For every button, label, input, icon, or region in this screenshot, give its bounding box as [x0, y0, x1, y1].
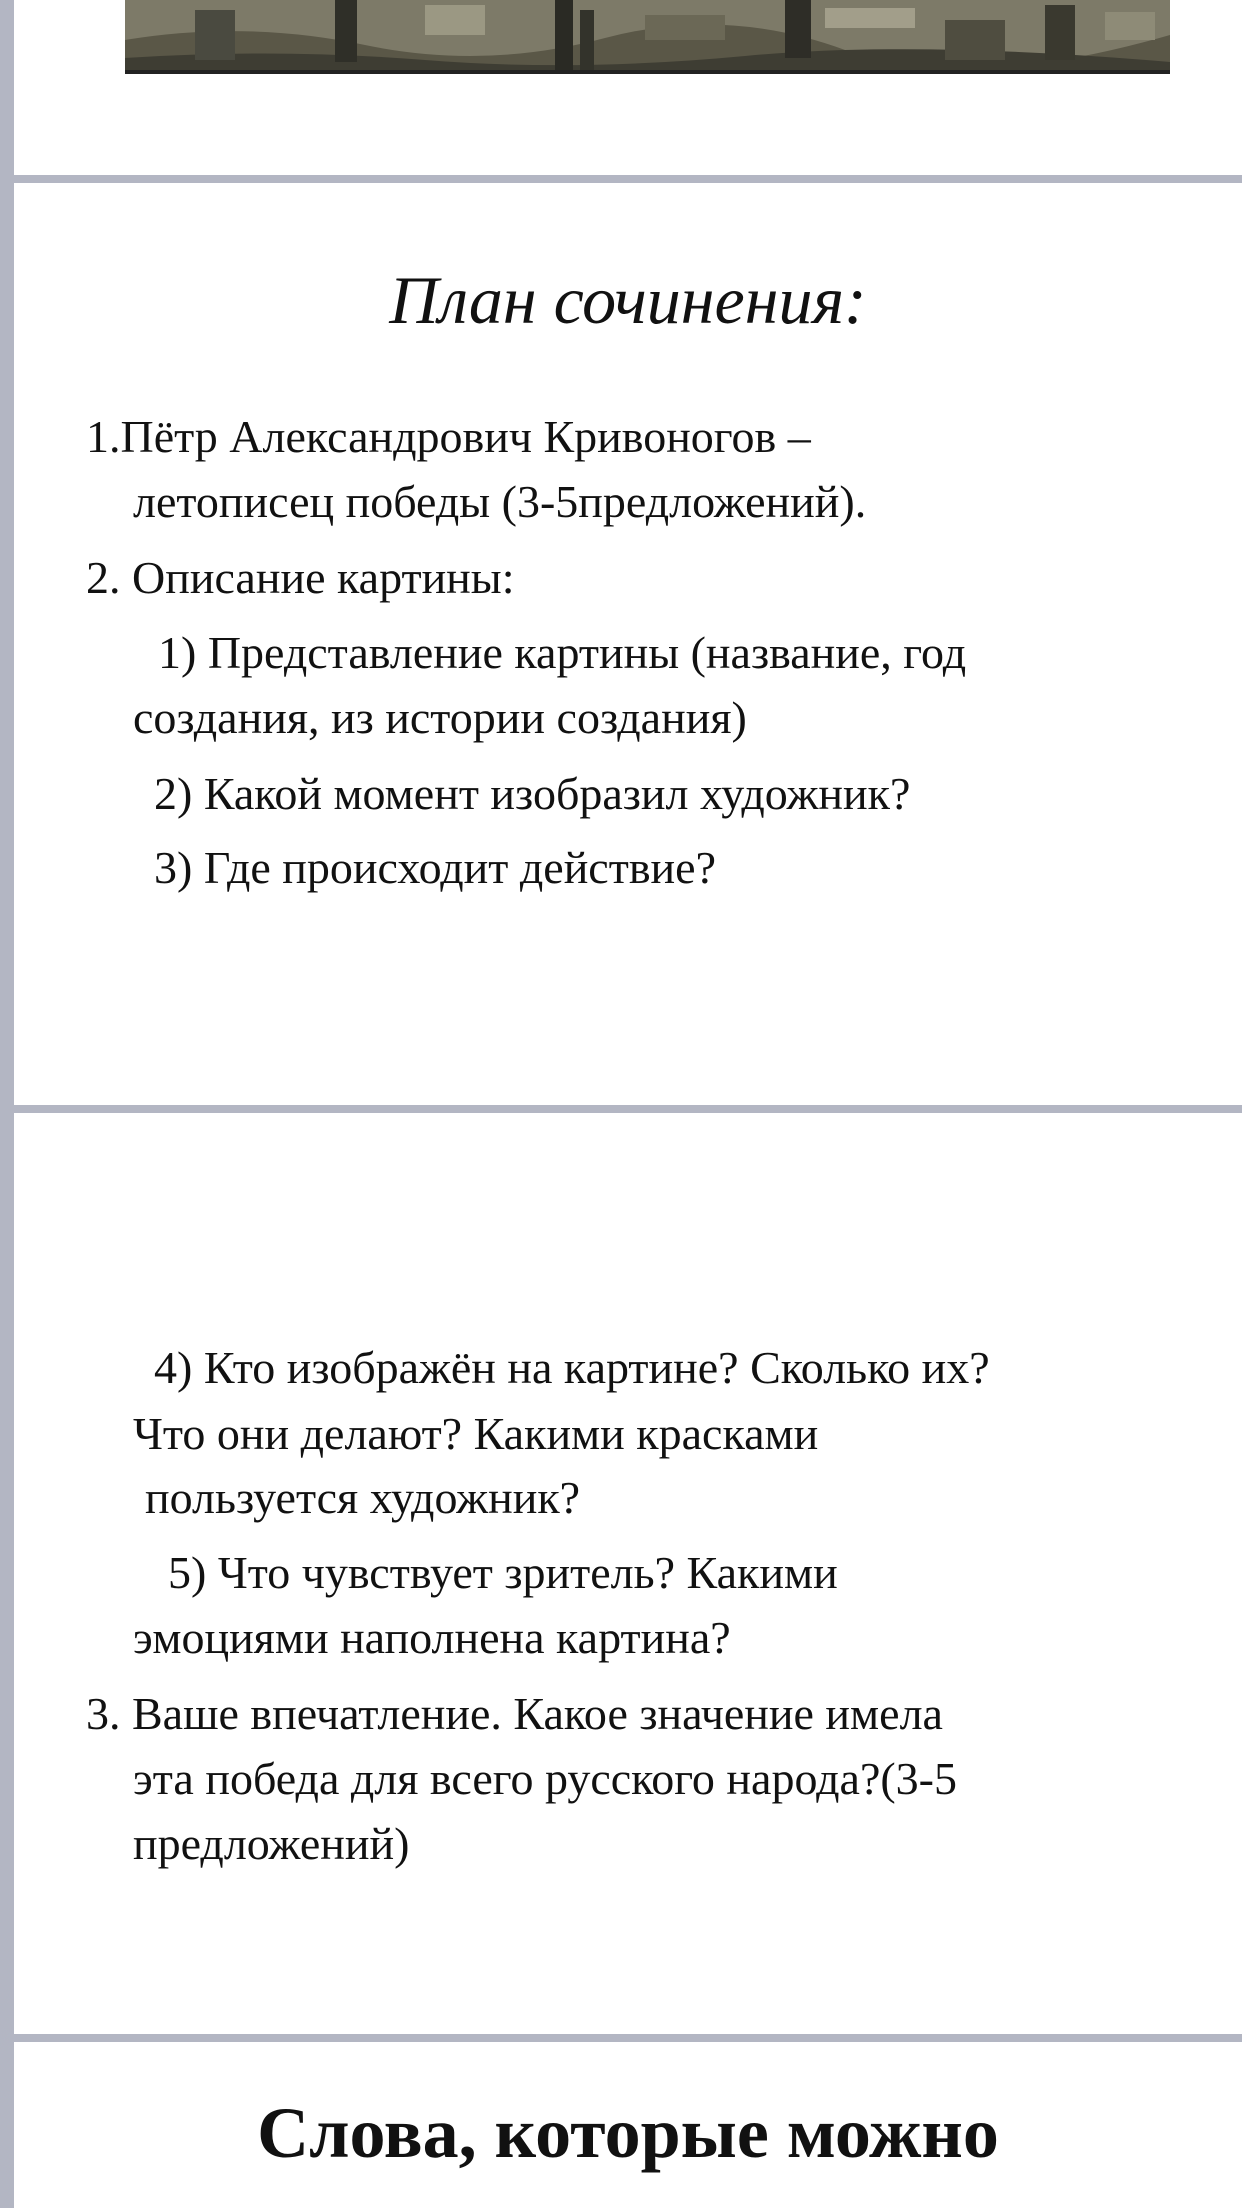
plan-subitem-1-line1: 1) Представление картины (название, год [158, 627, 967, 678]
plan-subitem-5-line1: 5) Что чувствует зритель? Какими [168, 1547, 838, 1598]
slide-divider [14, 1105, 1242, 1113]
plan-item-3-line2: эта победа для всего русского народа?(3-5 [133, 1753, 958, 1804]
plan-item-1-line1: 1.Пётр Александрович Кривоногов – [86, 411, 811, 462]
slide-title-words: Слова, которые можно [257, 2093, 999, 2173]
slide-divider [14, 2034, 1242, 2042]
war-painting-image [125, 0, 1170, 74]
plan-item-3-line1: 3. Ваше впечатление. Какое значение имела [86, 1688, 943, 1739]
plan-subitem-4-line1: 4) Кто изображён на картине? Сколько их? [154, 1342, 990, 1393]
slide-divider [14, 175, 1242, 183]
plan-item-1-line2: летописец победы (3-5предложений). [133, 476, 867, 527]
plan-item-3-line3: предложений) [133, 1818, 410, 1869]
plan-subitem-3: 3) Где происходит действие? [154, 842, 716, 893]
slide-left-border [0, 0, 14, 2208]
slide-title-plan: План сочинения: [389, 262, 867, 338]
plan-subitem-4-line3: пользуется художник? [145, 1472, 581, 1523]
plan-subitem-4-line2: Что они делают? Какими красками [133, 1408, 819, 1459]
plan-subitem-1-line2: создания, из истории создания) [133, 692, 747, 743]
plan-subitem-2: 2) Какой момент изобразил художник? [154, 768, 911, 819]
plan-item-2: 2. Описание картины: [86, 552, 515, 603]
plan-subitem-5-line2: эмоциями наполнена картина? [133, 1612, 731, 1663]
